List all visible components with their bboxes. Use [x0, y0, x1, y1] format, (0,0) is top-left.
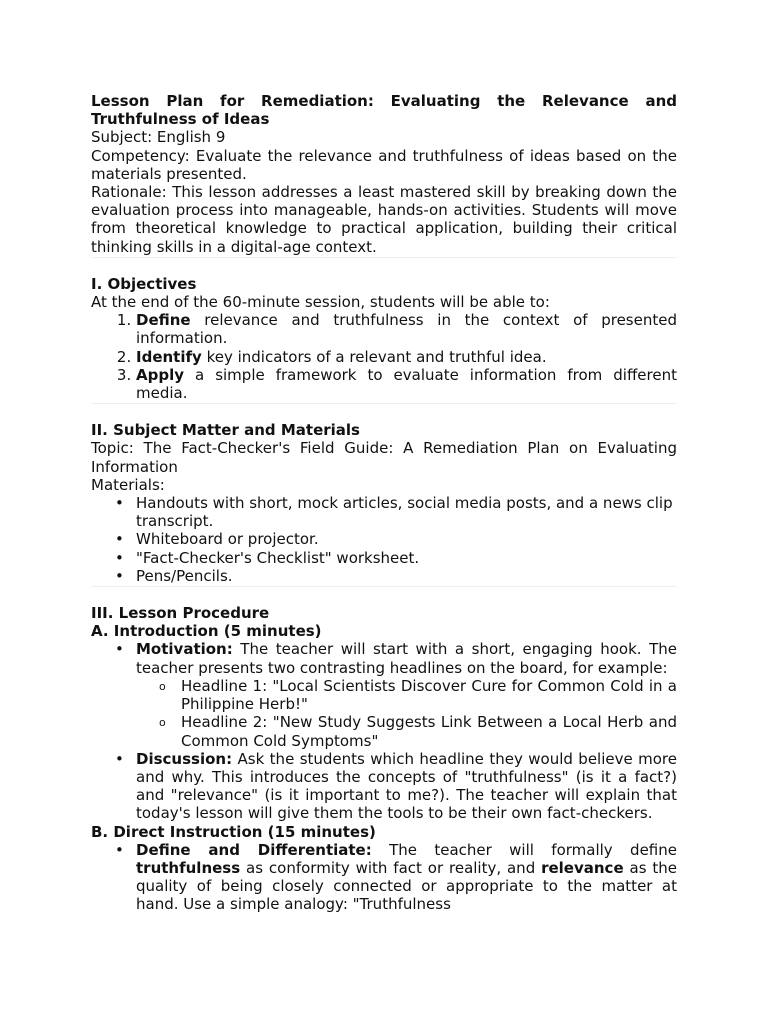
objective-verb: Define — [136, 311, 191, 330]
objective-text: relevance and truthfulness in the context of presented information. — [136, 311, 677, 348]
discussion-label: Discussion: — [136, 749, 233, 768]
motivation-text: The teacher will start with a short, engaging hook. The teacher presents two contrasting headlines on the board, for example: — [136, 640, 677, 677]
objectives-heading: I. Objectives — [91, 274, 197, 293]
objective-verb: Apply — [136, 365, 185, 384]
document-title: Lesson Plan for Remediation: Evaluating the Relevance and Truthfulness of Ideas — [91, 92, 677, 129]
section-divider — [91, 403, 677, 404]
objective-item — [136, 366, 677, 402]
relevance-term: relevance — [541, 858, 624, 877]
define-text: as the quality of being closely connected or appropriate to the matter at hand. Use a simple analogy: "Truthfulness — [136, 858, 677, 914]
rationale-paragraph: Rationale: This lesson addresses a least mastered skill by breaking down the evaluation process into manageable, hands-on activities. Students will move from theoretical knowledge to practical application, building their critical thinking skills in a digital-age context. — [91, 183, 677, 256]
define-text: as conformity with fact or reality, and — [240, 858, 542, 877]
motivation-item — [136, 640, 677, 749]
direct-instruction-heading: B. Direct Instruction (15 minutes) — [91, 822, 376, 841]
introduction-heading: A. Introduction (5 minutes) — [91, 622, 322, 641]
objectives-intro: At the end of the 60-minute session, students will be able to: — [91, 293, 550, 312]
discussion-item — [136, 750, 677, 823]
material-item: • "Fact-Checker's Checklist" worksheet. — [136, 549, 677, 567]
subject-matter-heading: II. Subject Matter and Materials — [91, 421, 360, 440]
objectives-list — [91, 311, 677, 402]
define-item — [136, 841, 677, 914]
objective-text: a simple framework to evaluate information from different media. — [136, 365, 677, 403]
motivation-label: Motivation: — [136, 640, 233, 659]
introduction-list — [91, 640, 677, 822]
objective-text: key indicators of a relevant and truthful idea. — [201, 347, 547, 366]
section-divider — [91, 586, 677, 587]
define-text: The teacher will formally define — [371, 840, 677, 859]
material-item: • Whiteboard or projector. — [136, 530, 677, 548]
headline-item: o Headline 1: "Local Scientists Discover Cure for Common Cold in a Philippine Herb!" — [181, 677, 677, 713]
subject-line: Subject: English 9 — [91, 128, 226, 147]
direct-instruction-list — [91, 841, 677, 914]
section-divider — [91, 257, 677, 258]
material-item: • Handouts with short, mock articles, social media posts, and a news clip transcript. — [136, 494, 677, 530]
define-label: Define and Differentiate: — [136, 840, 372, 859]
objective-item — [136, 311, 677, 347]
objective-item — [136, 348, 677, 366]
headline-item: o Headline 2: "New Study Suggests Link Between a Local Herb and Common Cold Symptoms" — [181, 713, 677, 749]
materials-list — [91, 494, 677, 585]
material-item: • Pens/Pencils. — [136, 567, 677, 585]
competency-line: Competency: Evaluate the relevance and truthfulness of ideas based on the materials presented. — [91, 146, 677, 183]
objective-verb: Identify — [136, 347, 202, 366]
materials-label: Materials: — [91, 475, 165, 494]
procedure-heading: III. Lesson Procedure — [91, 604, 270, 623]
document-page — [91, 92, 677, 914]
headline-list — [136, 677, 677, 750]
discussion-text: Ask the students which headline they would believe more and why. This introduces the concepts of "truthfulness" (is it a fact?) and "relevance" (is it important to me?). The teacher will explain that today's lesson will give them the tools to be their own fact-checkers. — [136, 749, 677, 823]
topic-line: Topic: The Fact-Checker's Field Guide: A Remediation Plan on Evaluating Information — [91, 439, 677, 476]
truthfulness-term: truthfulness — [136, 858, 241, 877]
